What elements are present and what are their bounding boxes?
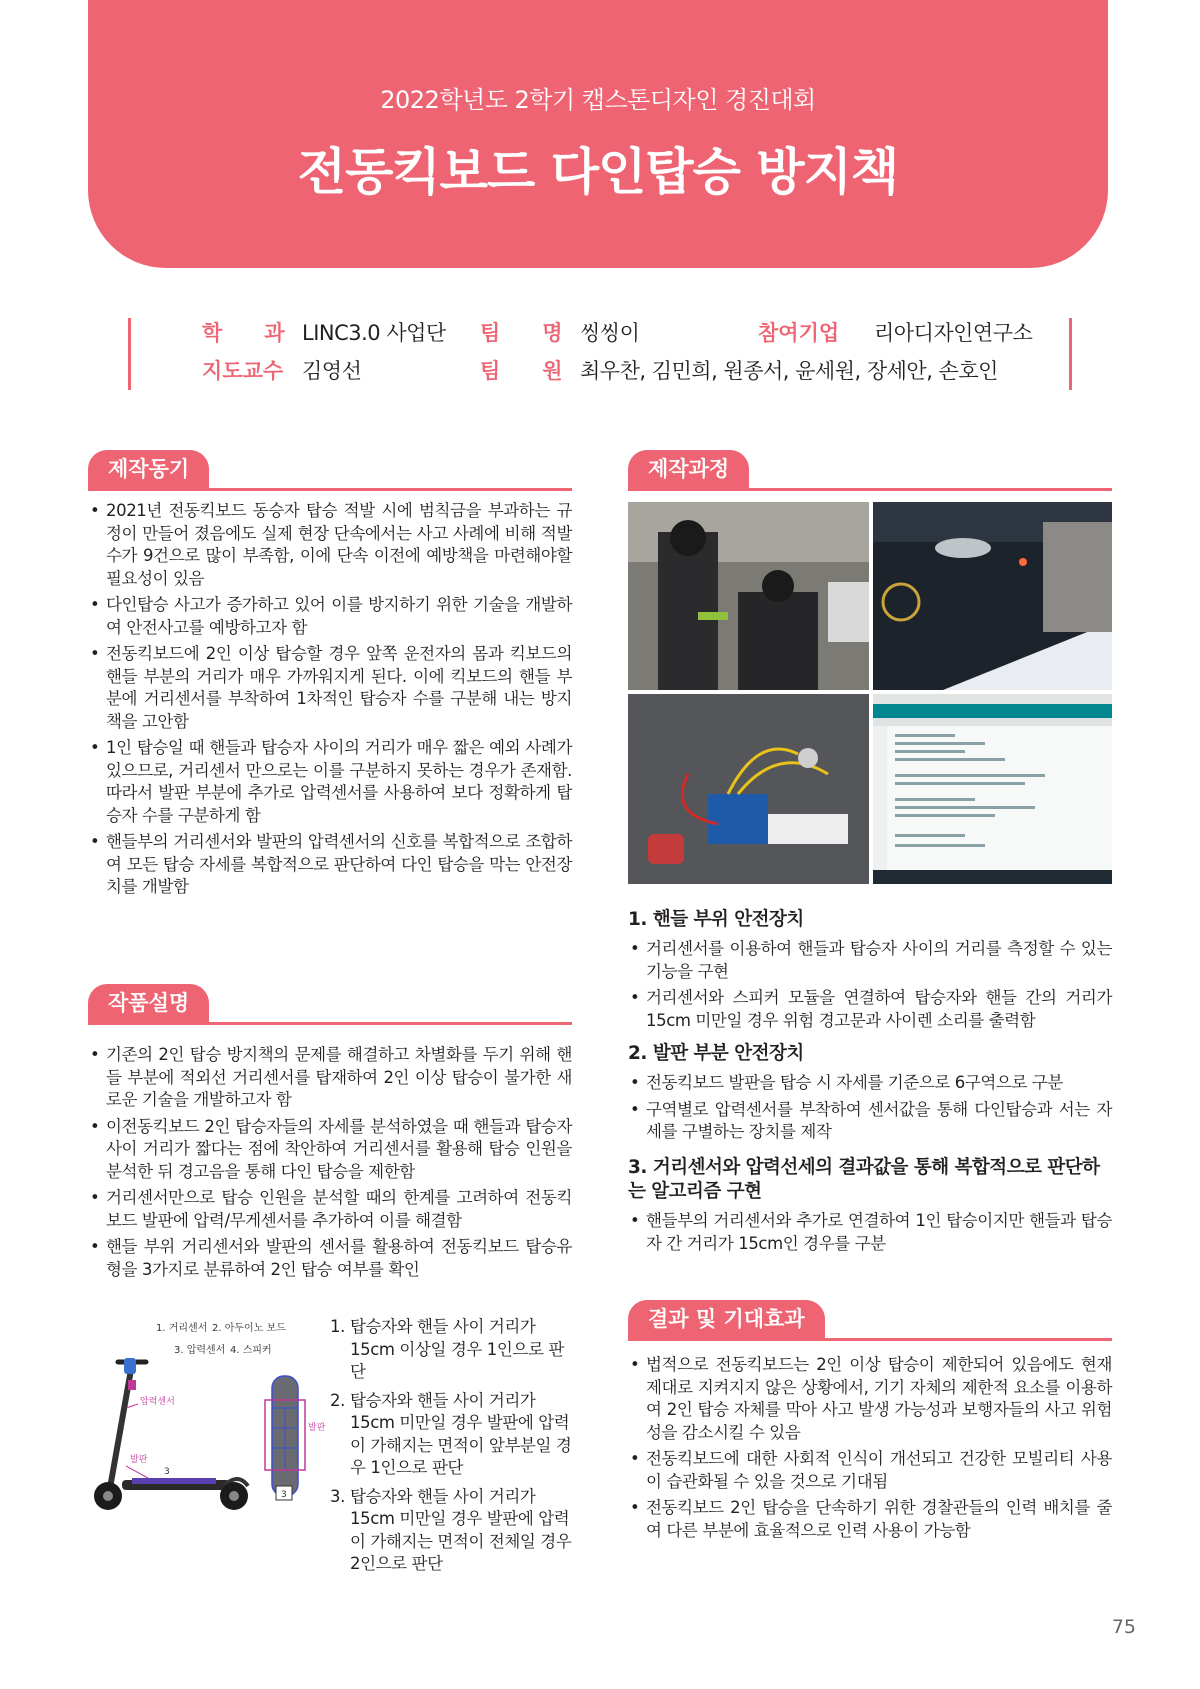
info-right-bar [1069,318,1072,390]
process-step-2-list [628,1072,1112,1148]
process-header [628,450,1112,492]
page-number: 75 [1111,1616,1136,1638]
motivation-title: 제작동기 [88,450,209,488]
list-item: • 거리센서만으로 탑승 인원을 분석할 때의 한계를 고려하여 전동킥보드 발판에 압력/무게센서를 추가하여 이를 해결함 [88,1187,572,1232]
photo-illustration [873,502,1112,690]
description-title: 작품설명 [88,984,209,1022]
results-header [628,1300,1112,1342]
photo-team-assembling [628,502,869,690]
list-item: • 전동킥보드 2인 탑승을 단속하기 위한 경찰관들의 인력 배치를 줄여 다른 부분에 효율적으로 인력 사용이 가능함 [628,1497,1112,1542]
list-item: • 전동킥보드 발판을 탑승 시 자세를 기준으로 6구역으로 구분 [628,1072,1112,1095]
scooter-sketch [88,1316,326,1528]
results-list [628,1354,1112,1546]
advisor-label: 지도교수 [202,359,284,383]
list-item: • 이전동킥보드 2인 탑승자들의 자세를 분석하였을 때 핸들과 탑승자 사이 거리가 짧다는 점에 착안하여 거리센서를 활용해 탑승 인원을 분석한 뒤 경고음을 통해 다인 탑승을 제한함 [88,1116,572,1184]
photo-arduino-circuit [628,694,869,884]
company-value: 리아디자인연구소 [874,321,1033,345]
advisor-value: 김영선 [302,359,362,383]
sketch-note-3: 3. 압력센서 [174,1345,226,1356]
process-step-2-title: 2. 발판 부분 안전장치 [628,1043,804,1064]
case-item: 1. 탑승자와 핸들 사이 거리가 15cm 이상일 경우 1인으로 판단 [330,1317,564,1381]
process-step-3-list [628,1210,1112,1259]
svg-text:3: 3 [164,1467,170,1477]
list-item: • 기존의 2인 탑승 방지책의 문제를 해결하고 차별화를 두기 위해 핸들 부분에 적외선 거리센서를 탑재하여 2인 이상 탑승이 불가한 새로운 기술을 개발하고자 함 [88,1044,572,1112]
photo-illustration [628,694,869,884]
sketch-note-1: 1. 거리센서 [156,1323,208,1334]
team-value: 씽씽이 [580,321,640,345]
list-item: • 거리센서와 스피커 모듈을 연결하여 탑승자와 핸들 간의 거리가 15cm 미만일 경우 위험 경고문과 사이렌 소리를 출력함 [628,987,1112,1032]
photo-night-test [873,502,1112,690]
photo-arduino-code [873,694,1112,884]
description-header [88,984,572,1026]
dept-label: 학 과 [202,321,285,345]
dept-value: LINC3.0 사업단 [302,321,446,345]
process-title: 제작과정 [628,450,749,488]
info-left-bar [128,318,131,390]
contest-subtitle: 2022학년도 2학기 캡스톤디자인 경진대회 [380,86,816,114]
team-label: 팀 명 [480,321,563,345]
photo-illustration [628,502,869,690]
list-item: • 전동킥보드에 대한 사회적 인식이 개선되고 건강한 모빌리티 사용이 습관화될 수 있을 것으로 기대됨 [628,1448,1112,1493]
members-label: 팀 원 [480,359,563,383]
sketch-note-2: 2. 아두이노 보드 [212,1323,286,1334]
process-step-1-list [628,938,1112,1036]
list-item: • 핸들부의 거리센서와 발판의 압력센서의 신호를 복합적으로 조합하여 모든 탑승 자세를 복합적으로 판단하여 다인 탑승을 막는 안전장치를 개발함 [88,831,572,899]
company-label: 참여기업 [758,321,840,345]
team-info [128,318,1072,390]
sketch-label-b: 발판 [130,1455,148,1465]
sketch-note-4: 4. 스피커 [230,1345,272,1356]
svg-text:3: 3 [281,1490,287,1500]
process-step-1-title: 1. 핸들 부위 안전장치 [628,909,804,930]
members-value: 최우찬, 김민희, 원종서, 윤세원, 장세안, 손호인 [580,359,998,383]
case-item: 3. 탑승자와 핸들 사이 거리가 15cm 미만일 경우 발판에 압력이 가해지는 면적이 전체일 경우 2인으로 판단 [330,1486,572,1573]
photo-illustration [873,694,1112,884]
list-item: • 구역별로 압력센서를 부착하여 센서값을 통해 다인탑승과 서는 자세를 구별하는 장치를 제작 [628,1099,1112,1144]
motivation-list [88,500,572,903]
sketch-label-a: 압력센서 [140,1397,175,1407]
section-divider [88,488,572,491]
list-item: • 2021년 전동킥보드 동승자 탑승 적발 시에 범칙금을 부과하는 규정이 만들어 졌음에도 실제 현장 단속에서는 사고 사례에 비해 적발 수가 9건으로 많이 부족함, 이에 단속 이전에 예방책을 마련해야할 필요성이 있음 [88,500,572,590]
list-item: • 다인탑승 사고가 증가하고 있어 이를 방지하기 위한 기술을 개발하여 안전사고를 예방하고자 함 [88,594,572,639]
ride-cases [330,1316,572,1582]
description-list [88,1044,572,1285]
list-item: • 핸들 부위 거리센서와 발판의 센서를 활용하여 전동킥보드 탑승유형을 3가지로 분류하여 2인 탑승 여부를 확인 [88,1236,572,1281]
scooter-illustration [88,1316,326,1528]
list-item: • 핸들부의 거리센서와 추가로 연결하여 1인 탑승이지만 핸들과 탑승자 간 거리가 15cm인 경우를 구분 [628,1210,1112,1255]
list-item: • 거리센서를 이용하여 핸들과 탑승자 사이의 거리를 측정할 수 있는 기능을 구현 [628,938,1112,983]
process-step-3-title: 3. 거리센서와 압력선세의 결과값을 통해 복합적으로 판단하는 알고리즘 구현 [628,1157,1100,1202]
motivation-header [88,450,572,492]
section-divider [628,1338,1112,1341]
section-divider [88,1022,572,1025]
sketch-label-c: 발판 [308,1423,326,1433]
case-item: 2. 탑승자와 핸들 사이 거리가 15cm 미만일 경우 발판에 압력이 가해지는 면적이 앞부분일 경우 1인으로 판단 [330,1390,572,1477]
results-title: 결과 및 기대효과 [628,1300,825,1338]
list-item: • 법적으로 전동킥보드는 2인 이상 탑승이 제한되어 있음에도 현재 제대로 지켜지지 않은 상황에서, 기기 자체의 제한적 요소를 이용하여 2인 탑승 자체를 막아 사고 발생 가능성과 보행자들의 사고 위험성을 감소시킬 수 있음 [628,1354,1112,1444]
list-item: • 1인 탑승일 때 핸들과 탑승자 사이의 거리가 매우 짧은 예외 사례가 있으므로, 거리센서 만으로는 이를 구분하지 못하는 경우가 존재함. 따라서 발판 부분에 추가로 압력센서를 사용하여 보다 정확하게 탑승자 수를 구분하게 함 [88,737,572,827]
header-banner [88,0,1108,268]
list-item: • 전동킥보드에 2인 이상 탑승할 경우 앞쪽 운전자의 몸과 킥보드의 핸들 부분의 거리가 매우 가까워지게 된다. 이에 킥보드의 핸들 부분에 거리센서를 부착하여 1차적인 탑승자 수를 구분해 내는 방지책을 고안함 [88,643,572,733]
project-title: 전동킥보드 다인탑승 방지책 [297,143,899,201]
section-divider [628,488,1112,491]
